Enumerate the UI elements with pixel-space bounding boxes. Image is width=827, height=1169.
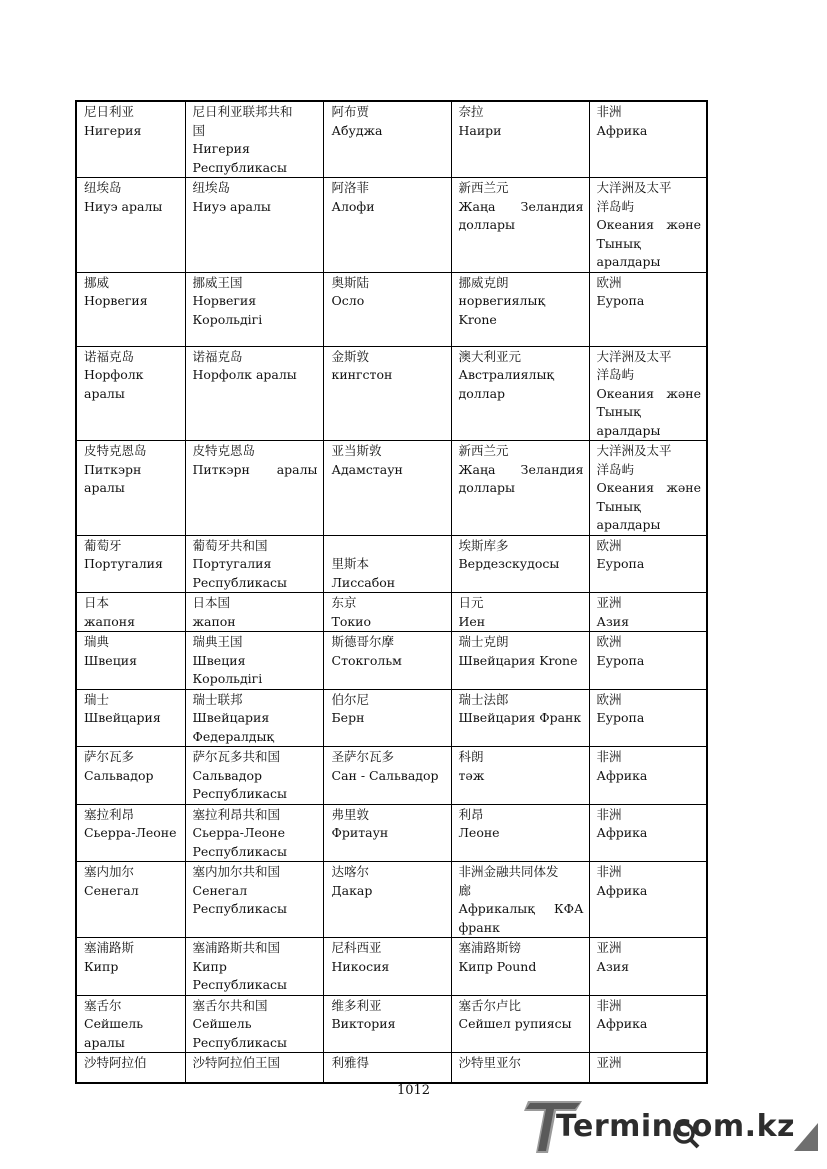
official-name-text: Корольдігі [192,671,263,686]
currency-text: 塞浦路斯镑 [458,940,522,955]
currency-cell [451,747,589,805]
capital-cell [323,101,451,178]
country-text: аралы [84,480,125,495]
country-cell [76,938,185,996]
capital-cell [323,272,451,346]
country-text: Ниуэ аралы [84,198,163,214]
continent-cell [589,689,707,747]
currency-cell [451,535,589,593]
continent-text: Африка [596,1016,648,1031]
continent-text: 欧洲 [596,691,622,707]
official-name-cell [185,593,323,632]
official-name-text: 葡萄牙共和国 [192,537,268,553]
currency-text: 埃斯库多 [458,537,509,553]
currency-text: доллары [458,217,516,232]
continent-cell [589,938,707,996]
continent-text: 非洲 [596,749,622,764]
capital-text: Токио [331,613,372,629]
currency-cell [451,938,589,996]
country-cell [76,995,185,1053]
country-cell [76,862,185,938]
country-text: Кипр [84,958,119,974]
official-name-cell [185,1053,323,1083]
currency-text: Сейшел рупиясы [458,1016,572,1031]
official-name-cell [185,689,323,747]
official-name-text: Сальвадор [192,767,262,783]
official-name-text: Нигерия [192,141,250,156]
continent-text: 欧洲 [596,634,622,649]
capital-cell [323,593,451,632]
currency-text: 塞舌尔卢比 [458,997,522,1013]
continent-cell [589,804,707,862]
continent-text: Тынық [596,235,641,251]
capital-text: Алофи [331,198,375,214]
currency-text: Наири [458,122,502,138]
currency-text: 新西兰元 [458,443,509,458]
termincom-logo [522,1097,822,1159]
official-name-text: Республикасы [192,1034,288,1050]
official-name-text: 皮特克恩岛 [192,443,256,458]
capital-cell [323,441,451,536]
country-cell [76,535,185,593]
country-text: 挪威 [84,274,110,290]
country-table-body [76,101,707,1083]
official-name-text: Швеция [192,652,246,668]
country-text: 沙特阿拉伯 [84,1055,147,1070]
currency-cell [451,1053,589,1083]
capital-text: Сан - Сальвадор [331,767,439,783]
capital-text: кингстон [331,367,393,382]
capital-cell [323,995,451,1053]
continent-text: 非洲 [596,104,622,119]
continent-text: Африка [596,767,648,783]
currency-text: Кипр Pound [458,958,537,974]
currency-text: Krone [458,311,497,327]
page-number: 1012 [396,1083,431,1098]
currency-cell [451,101,589,178]
currency-cell [451,441,589,536]
currency-text: Африкалық КФА [458,901,584,916]
country-cell [76,1053,185,1083]
table-row [76,689,707,747]
country-text: 塞拉利昂 [84,806,135,822]
country-text: Португалия [84,556,163,571]
continent-text: 非洲 [596,806,622,822]
country-text: 日本 [84,595,110,610]
currency-text: 新西兰元 [458,180,509,195]
capital-text: 圣萨尔瓦多 [331,749,395,764]
continent-text: 欧洲 [596,274,622,290]
country-text: Питкэрн [84,461,142,477]
continent-text: 亚洲 [596,1055,622,1070]
country-text: Сьерра-Леоне [84,825,177,840]
continent-text: Африка [596,882,648,898]
capital-text: 亚当斯敦 [331,443,382,458]
official-name-text: 塞拉利昂共和国 [192,806,281,822]
continent-text: 亚洲 [596,595,622,610]
currency-text: Жаңа Зеландия [458,198,584,214]
continent-cell [589,101,707,178]
currency-text: Швейцария Krone [458,652,578,668]
official-name-text: 塞舌尔共和国 [192,997,268,1013]
country-cell [76,178,185,273]
official-name-text: 萨尔瓦多共和国 [192,749,281,764]
currency-text: 澳大利亚元 [458,348,522,364]
country-cell [76,346,185,441]
continent-cell [589,441,707,536]
capital-cell [323,804,451,862]
continent-text: аралдары [596,517,661,532]
country-text: Норфолк [84,367,144,382]
continent-text: Азия [596,613,630,629]
currency-text: франк [458,919,500,935]
continent-cell [589,593,707,632]
country-text: Швейцария [84,710,161,725]
capital-text: 达喀尔 [331,864,370,879]
currency-text: Швейцария Франк [458,710,582,725]
capital-cell [323,938,451,996]
official-name-text: Федералдық [192,728,274,744]
currency-text: Леоне [458,825,500,840]
country-text: 瑞士 [84,691,110,707]
table-row [76,938,707,996]
continent-text: 非洲 [596,864,622,879]
continent-text: Еуропа [596,556,645,571]
continent-cell [589,535,707,593]
table-row [76,101,707,178]
continent-cell [589,632,707,690]
country-text: 萨尔瓦多 [84,749,135,764]
official-name-text: 日本国 [192,595,231,610]
capital-text: Дакар [331,882,373,898]
table-row [76,178,707,273]
official-name-text: Республикасы [192,901,288,916]
currency-cell [451,862,589,938]
official-name-text: 诺福克岛 [192,348,243,364]
currency-cell [451,272,589,346]
continent-text: аралдары [596,254,661,269]
table-row [76,632,707,690]
continent-text: 洋岛屿 [596,461,635,477]
country-text: аралы [84,385,125,401]
table-row [76,995,707,1053]
official-name-text: Питкэрн аралы [192,461,318,477]
currency-text: норвегиялық [458,293,546,308]
country-text: аралы [84,1034,125,1050]
official-name-cell [185,632,323,690]
currency-cell [451,995,589,1053]
country-text: Швеция [84,652,137,668]
country-text: 诺福克岛 [84,348,135,364]
country-cell [76,632,185,690]
official-name-text: Сейшель [192,1016,252,1031]
continent-cell [589,747,707,805]
currency-cell [451,346,589,441]
continent-text: 大洋洲及太平 [596,443,672,458]
currency-cell [451,632,589,690]
continent-text: Африка [596,122,648,138]
official-name-text: 瑞典王国 [192,634,243,649]
capital-text: 尼科西亚 [331,940,382,955]
continent-text: Еуропа [596,293,645,308]
official-name-text: Республикасы [192,977,288,992]
currency-cell [451,178,589,273]
country-text: 瑞典 [84,634,110,649]
official-name-text: Ниуэ аралы [192,198,271,214]
official-name-text: 国 [192,122,206,138]
table-row [76,593,707,632]
country-cell [76,272,185,346]
official-name-text: 尼日利亚联邦共和 [192,104,293,119]
currency-text: Иен [458,613,486,629]
capital-text: 利雅得 [331,1055,370,1070]
capital-text: Никосия [331,958,390,974]
country-text: Нигерия [84,122,142,138]
country-text: 塞舌尔 [84,997,122,1013]
table-row [76,804,707,862]
official-name-text: Корольдігі [192,311,263,327]
official-name-text: Сенегал [192,882,248,898]
official-name-cell [185,995,323,1053]
capital-cell [323,346,451,441]
capital-text: Осло [331,293,365,308]
official-name-cell [185,346,323,441]
capital-cell [323,1053,451,1083]
capital-cell [323,689,451,747]
capital-cell [323,747,451,805]
currency-text: 日元 [458,595,484,610]
capital-text: 阿布贾 [331,104,370,119]
currency-text: 利昂 [458,806,484,822]
capital-text: 斯德哥尔摩 [331,634,395,649]
official-name-text: 挪威王国 [192,274,243,290]
official-name-text: 沙特阿拉伯王国 [192,1055,281,1070]
continent-text: аралдары [596,422,661,438]
official-name-cell [185,938,323,996]
country-text: Норвегия [84,293,148,308]
continent-cell [589,272,707,346]
country-text: 塞浦路斯 [84,940,135,955]
continent-cell [589,178,707,273]
official-name-text: 瑞士联邦 [192,691,243,707]
official-name-text: Республикасы [192,843,288,859]
country-cell [76,804,185,862]
official-name-text: жапон [192,613,236,629]
continent-text: Океания және [596,385,701,401]
currency-text: 挪威克朗 [458,274,509,290]
continent-cell [589,995,707,1053]
capital-text: Фритаун [331,825,389,840]
currency-text: Австралиялық [458,367,554,382]
continent-text: 亚洲 [596,940,622,955]
capital-text: 奥斯陆 [331,274,370,290]
country-text: Сальвадор [84,767,154,783]
country-text: 尼日利亚 [84,104,135,119]
continent-text: Африка [596,825,648,840]
country-text: Сейшель [84,1016,144,1031]
currency-text: 廊 [458,882,472,898]
capital-text [332,537,446,556]
country-cell [76,689,185,747]
capital-text: 维多利亚 [331,997,382,1013]
official-name-text: Норвегия [192,293,257,308]
official-name-text: Республикасы [192,786,288,801]
continent-text: Еуропа [596,710,645,725]
country-text: 纽埃岛 [84,180,122,195]
continent-text: Азия [596,958,630,974]
official-name-text: 塞浦路斯共和国 [192,940,281,955]
currency-text: Жаңа Зеландия [458,461,584,477]
capital-cell [323,535,451,593]
table-row [76,747,707,805]
continent-text: Тынық [596,498,641,514]
official-name-cell [185,178,323,273]
currency-text: 沙特里亚尔 [458,1055,522,1070]
official-name-text: Республикасы [192,574,288,590]
capital-text: 东京 [331,595,357,610]
country-cell [76,593,185,632]
official-name-cell [185,535,323,593]
official-name-text: Норфолк аралы [192,367,297,382]
official-name-cell [185,862,323,938]
official-name-text: Швейцария [192,710,270,725]
official-name-cell [185,747,323,805]
continent-cell [589,1053,707,1083]
country-text: 皮特克恩岛 [84,443,147,458]
currency-cell [451,804,589,862]
capital-text: Берн [331,710,365,725]
continent-text: Еуропа [596,652,645,668]
official-name-text: 纽埃岛 [192,180,231,195]
capital-text: Абуджа [331,122,383,138]
capital-text: 金斯敦 [331,348,370,364]
official-name-text: Португалия [192,556,272,571]
country-text: жапоня [84,613,136,629]
country-text: Сенегал [84,882,139,898]
country-cell [76,101,185,178]
country-text: 葡萄牙 [84,537,122,553]
official-name-cell [185,272,323,346]
currency-text: Вердезскудосы [458,556,560,571]
currency-text: 科朗 [458,749,484,764]
country-cell [76,747,185,805]
capital-cell [323,632,451,690]
capital-text: 阿洛菲 [331,180,370,195]
capital-text: Лиссабон [331,574,396,590]
continent-cell [589,862,707,938]
continent-text: 大洋洲及太平 [596,180,672,195]
continent-text: 洋岛屿 [596,198,635,214]
table-row [76,441,707,536]
currency-cell [451,593,589,632]
table-row [76,346,707,441]
continent-text: 欧洲 [596,537,622,553]
official-name-cell [185,804,323,862]
currency-text: 非洲金融共同体发 [458,864,559,879]
official-name-text: Сьерра-Леоне [192,825,286,840]
continent-cell [589,346,707,441]
capital-text: Стокгольм [331,652,402,668]
continent-text: Океания және [596,480,701,495]
official-name-cell [185,441,323,536]
capital-text: Адамстаун [331,461,403,477]
continent-text: 洋岛屿 [596,367,635,382]
country-table [75,100,708,1084]
capital-text: 里斯本 [331,556,370,571]
table-row [76,1053,707,1083]
currency-text: тәж [458,767,485,783]
capital-text: Виктория [331,1016,396,1031]
official-name-text: 塞内加尔共和国 [192,864,281,879]
capital-text: 伯尔尼 [331,691,370,707]
currency-text: доллары [458,480,516,495]
continent-text: 大洋洲及太平 [596,348,672,364]
currency-text: 奈拉 [458,104,484,119]
currency-text: 瑞士克朗 [458,634,509,649]
continent-text: Океания және [596,217,701,232]
table-row [76,272,707,346]
currency-text: 瑞士法郎 [458,691,509,707]
capital-text: 弗里敦 [331,806,370,822]
official-name-text: Кипр [192,958,227,974]
continent-text: 非洲 [596,997,622,1013]
logo-text: Termincom.kz [556,1109,795,1144]
official-name-cell [185,101,323,178]
country-text: 塞内加尔 [84,864,135,879]
country-cell [76,441,185,536]
currency-text: доллар [458,385,506,401]
capital-cell [323,862,451,938]
official-name-text: Республикасы [192,159,288,175]
table-row [76,535,707,593]
currency-cell [451,689,589,747]
continent-text: Тынық [596,404,641,419]
capital-cell [323,178,451,273]
table-row [76,862,707,938]
